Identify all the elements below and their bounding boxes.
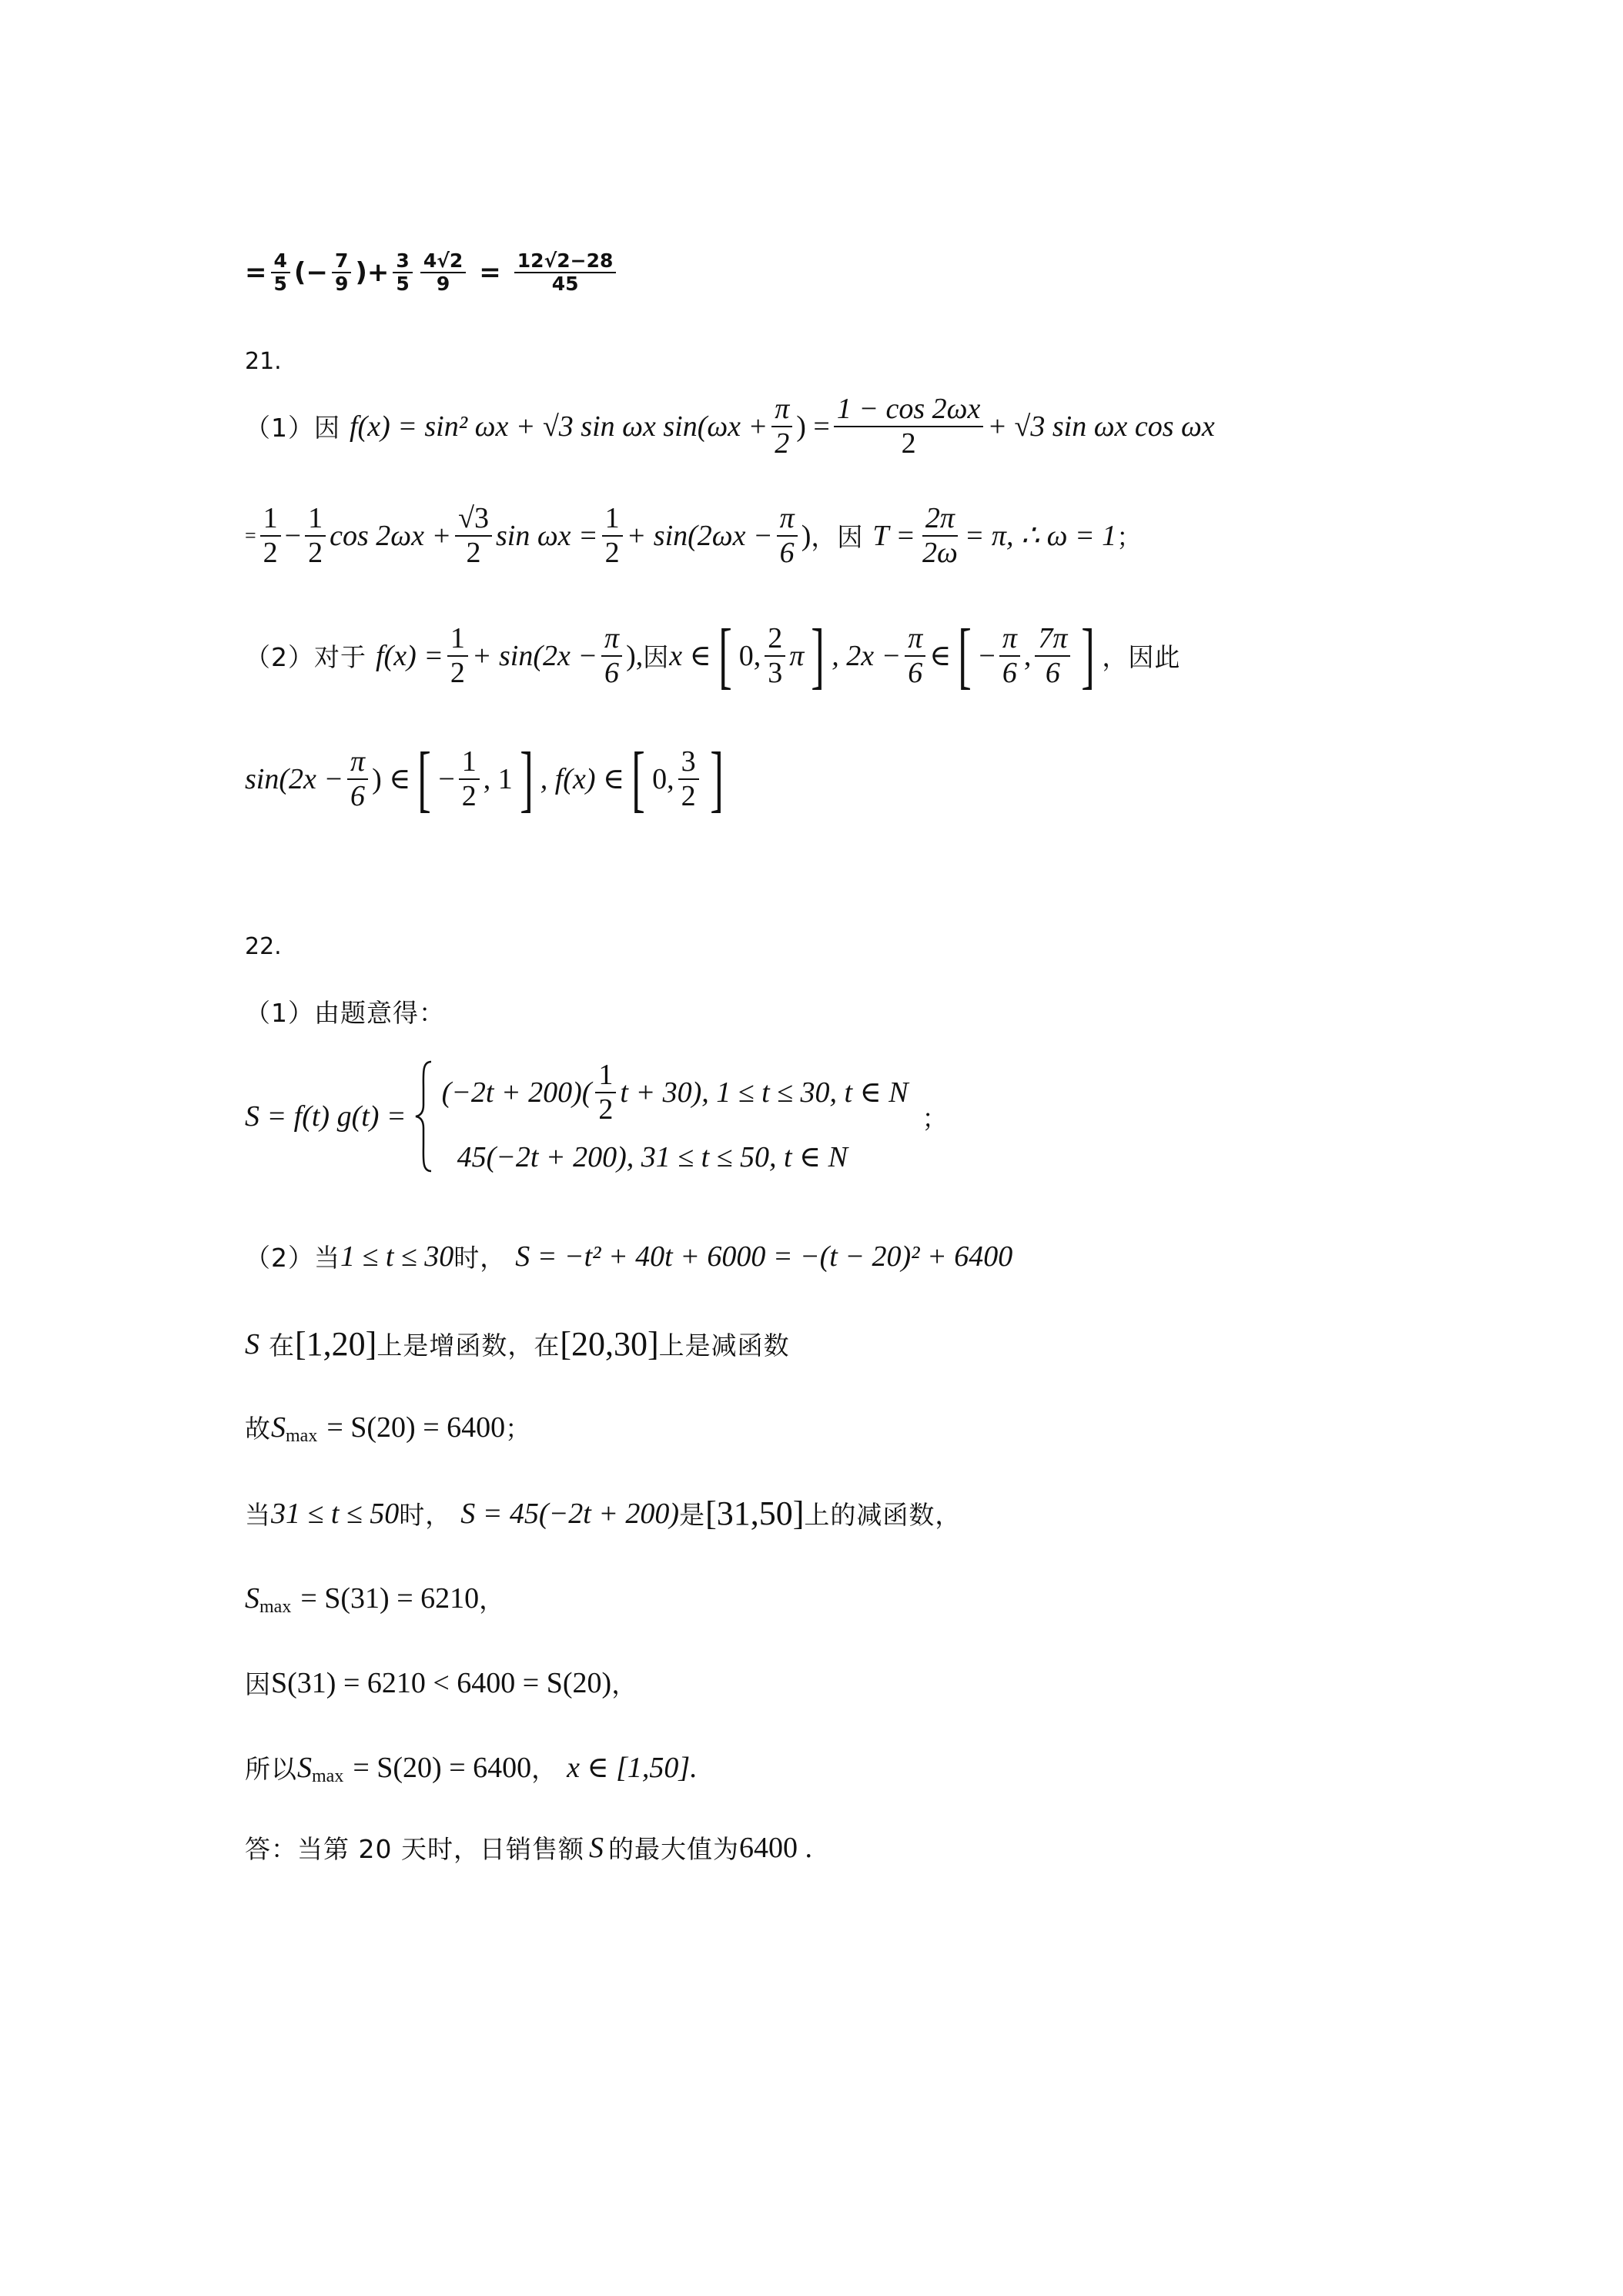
- left-bracket: [: [718, 614, 732, 697]
- equals-sign: =: [245, 257, 267, 288]
- fraction: $\frac{\pi}{6}$: [777, 502, 798, 569]
- problem-number-22: 22.: [245, 933, 282, 960]
- case-1: (−2t + 200)( $\frac{1}{2}$ t + 30), 1 ≤ t ≤ 30, t ∈ N: [441, 1059, 909, 1126]
- fraction: $\frac{1}{2}$: [595, 1059, 616, 1126]
- equation-line-0: = $\frac{4}{5}$ ( − $\frac{7}{9}$ ) + $\frac{3}{5}$ $\frac{4√2}{9}$ = $\frac{12√2-28}{45}$: [245, 250, 620, 295]
- max-line-2: S max = S(31) = 6210 ，: [245, 1581, 506, 1617]
- piecewise-cases: [442, 1059, 909, 1174]
- fraction: $\frac{\pi}{6}$: [905, 622, 925, 689]
- left-brace: [413, 1059, 436, 1174]
- fraction: $\frac{1}{2}$: [602, 502, 623, 569]
- fraction: $\frac{4√2}{9}$: [420, 250, 466, 295]
- comparison-line: 因 S(31) = 6210 < 6400 = S(20) ，: [245, 1666, 638, 1699]
- fraction: $\frac{1}{2}$: [305, 502, 326, 569]
- fraction: $\frac{\pi}{2}$: [771, 393, 792, 460]
- problem-22-part-2: （2）当 1 ≤ t ≤ 30 时， S = −t² + 40t + 6000 = −(t − 20)² + 6400: [245, 1240, 1013, 1273]
- fraction: $\frac{\pi}{6}$: [999, 622, 1020, 689]
- fraction: $\frac{3}{2}$: [678, 745, 699, 812]
- fraction: $\frac{12√2-28}{45}$: [514, 250, 617, 295]
- fraction: $\frac{4}{5}$: [271, 250, 290, 295]
- fraction: $\frac{3}{5}$: [393, 250, 412, 295]
- fraction: $\frac{√3}{2}$: [455, 502, 492, 569]
- right-bracket: ]: [709, 737, 724, 820]
- problem-21-part-2: （2）对于 f(x) = $\frac{1}{2}$ + sin(2x − $\frac{\pi}{6}$ ), 因 x ∈ [ 0, $\frac{2}{3}$ π ] , 2x − $\frac{\pi}{6}$ ∈ [ − $\frac{\pi}{6}$ , $\frac{7\pi}{6}$ ] ，因此: [245, 614, 1181, 697]
- left-bracket: [: [958, 614, 972, 697]
- problem-21-line-4: sin(2x − $\frac{\pi}{6}$ ) ∈ [ − $\frac{1}{2}$ , 1 ] , f(x) ∈ [ 0, $\frac{3}{2}$ ]: [245, 737, 724, 820]
- problem-21-part-1: （1）因 f(x) = sin² ωx + √3 sin ωx sin(ωx + $\frac{\pi}{2}$ ) = $\frac{1 - \cos 2\omega x}{2}$ + √3 sin ωx cos ωx: [245, 393, 1215, 460]
- fraction: $\frac{\pi}{6}$: [347, 745, 368, 812]
- left-bracket: [: [417, 737, 432, 820]
- right-bracket: ]: [811, 614, 825, 697]
- case-2-line: 当 31 ≤ t ≤ 50 时， S = 45(−2t + 200) 是 [31,50] 上的减函数，: [245, 1494, 962, 1532]
- problem-number-21: 21.: [245, 348, 282, 375]
- final-line: 所以 S max = S(20) = 6400 ， x ∈ [1,50].: [245, 1751, 698, 1786]
- monotonicity-line: S 在 [1,20] 上是增函数，在 [20,30] 上是减函数: [245, 1325, 790, 1363]
- left-bracket: [: [631, 737, 645, 820]
- answer-line: 答：当第 20 天时，日销售额 S 的最大值为 6400 .: [245, 1831, 812, 1864]
- fraction: $\frac{2\pi}{2\omega}$: [922, 502, 958, 569]
- fraction: $\frac{1}{2}$: [459, 745, 480, 812]
- fraction: $\frac{1}{2}$: [260, 502, 281, 569]
- problem-22-part-1: （1）由题意得：: [245, 998, 445, 1028]
- piecewise-definition: S = f(t) g(t) = (−2t + 200)( $\frac{1}{2}$ t + 30), 1 ≤ t ≤ 30, t ∈ N 45(−2t + 200), 31 ≤ t ≤ 50, t ∈ N ；: [245, 1059, 949, 1174]
- fraction: $\frac{2}{3}$: [765, 622, 785, 689]
- problem-21-line-2: = $\frac{1}{2}$ − $\frac{1}{2}$ cos 2ωx + $\frac{√3}{2}$ sin ωx = $\frac{1}{2}$ + sin(2ωx − $\frac{\pi}{6}$ ) ，因 T = $\frac{2\pi}{2\omega}$ = π, ∴ ω = 1 ；: [245, 502, 1143, 569]
- max-line-1: 故 S max = S(20) = 6400 ；: [245, 1411, 532, 1446]
- fraction: $\frac{7\pi}{6}$: [1035, 622, 1070, 689]
- fraction: $\frac{1 - \cos 2\omega x}{2}$: [834, 393, 984, 460]
- fraction: $\frac{\pi}{6}$: [601, 622, 622, 689]
- fraction: $\frac{1}{2}$: [447, 622, 468, 689]
- case-2: 45(−2t + 200), 31 ≤ t ≤ 50, t ∈ N: [457, 1141, 848, 1174]
- right-bracket: ]: [1081, 614, 1096, 697]
- fraction: $\frac{7}{9}$: [332, 250, 351, 295]
- right-bracket: ]: [519, 737, 534, 820]
